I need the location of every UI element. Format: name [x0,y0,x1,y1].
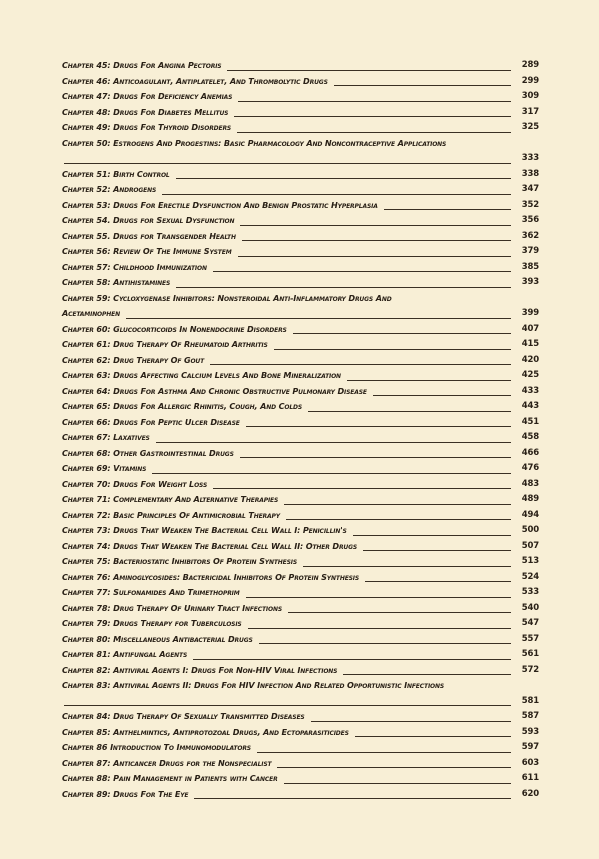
toc-entry-title: Acetaminophen [62,308,120,318]
toc-entry[interactable] [62,136,539,152]
toc-entry[interactable] [62,167,539,183]
toc-entry-title: Chapter 83: Antiviral Agents II: Drugs For HIV Infection And Related Opportunistic Infections [62,680,445,690]
toc-entry[interactable] [62,182,539,198]
toc-entry[interactable] [62,492,539,508]
toc-entry-page: 476 [521,463,539,473]
leader-line [126,318,511,319]
leader-line [240,225,511,226]
toc-entry-title: Chapter 53: Drugs For Erectile Dysfunction And Benign Prostatic Hyperplasia [62,199,378,210]
toc-entry-page: 513 [521,556,539,566]
leader-line [193,659,511,660]
toc-entry-title: Chapter 72: Basic Principles Of Antimicrobial Therapy [62,509,280,520]
leader-line [286,519,511,520]
toc-entry-page: 420 [521,354,539,365]
toc-entry-title: Chapter 74: Drugs That Weaken The Bacterial Cell Wall II: Other Drugs [62,540,358,551]
toc-entry-title: Chapter 59: Cycloxygenase Inhibitors: Nonsteroidal Anti-Inflammatory Drugs And [62,292,392,303]
toc-entry-page: 489 [521,494,539,504]
toc-entry-title: Chapter 67: Laxatives [62,432,150,442]
toc-entry[interactable] [62,539,539,555]
toc-entry[interactable] [62,632,539,648]
leader-line [343,674,511,675]
toc-entry-title: Chapter 87: Anticancer Drugs for the Nonspecialist [62,757,272,768]
toc-entry-title: Chapter 85: Anthelmintics, Antiprotozoal Drugs, And Ectoparasiticides [62,726,349,737]
toc-entry[interactable] [62,430,539,446]
leader-line [194,798,511,799]
toc-entry[interactable] [62,678,539,694]
toc-entry-page: 597 [521,742,539,752]
leader-line [284,504,511,505]
toc-entry-title: Chapter 86 Introduction To Immunomodulators [62,742,251,752]
leader-line [384,209,511,210]
toc-entry[interactable] [62,198,539,214]
toc-entry-title: Chapter 63: Drugs Affecting Calcium Levels And Bone Mineralization [62,370,341,380]
toc-entry[interactable] [62,725,539,741]
toc-entry-title: Chapter 54. Drugs for Sexual Dysfunction [62,215,235,225]
toc-entry-title: Chapter 46: Anticoagulant, Antiplatelet, And Thrombolytic Drugs [62,75,328,86]
toc-entry-title: Chapter 61: Drug Therapy Of Rheumatoid Arthritis [62,339,268,349]
leader-line [373,395,511,396]
toc-entry-page: 425 [521,370,539,380]
toc-entry[interactable] [62,740,539,756]
toc-entry[interactable] [62,477,539,493]
leader-line [238,101,511,102]
toc-entry-title: Chapter 89: Drugs For The Eye [62,788,189,799]
toc-entry-page: 333 [521,153,539,163]
leader-line [355,736,511,737]
leader-line [363,550,511,551]
toc-entry[interactable] [62,120,539,136]
toc-entry-title: Chapter 60: Glucocorticoids In Nonendocrine Disorders [62,323,287,334]
toc-entry-title: Chapter 76: Aminoglycosides: Bactericidal Inhibitors Of Protein Synthesis [62,571,360,582]
toc-entry-title: Chapter 71: Complementary And Alternative Therapies [62,494,279,504]
toc-entry-page: 581 [521,695,539,706]
toc-entry-page: 483 [521,478,539,489]
toc-entry-page: 433 [521,385,539,396]
toc-entry-page: 379 [521,246,539,256]
leader-line [293,333,511,334]
toc-entry-title: Chapter 52: Androgens [62,184,157,194]
toc-entry-page: 507 [521,540,539,551]
leader-line [238,256,511,257]
toc-entry[interactable] [62,244,539,260]
leader-line [210,364,511,365]
toc-entry-title: Chapter 57: Childhood Immunization [62,261,207,272]
leader-line [176,287,511,288]
toc-entry[interactable] [62,601,539,617]
toc-entry-title: Chapter 78: Drug Therapy Of Urinary Tract Infections [62,602,283,613]
toc-entry[interactable] [62,213,539,229]
toc-entry-page: 540 [521,602,539,613]
leader-line [259,643,511,644]
toc-entry[interactable] [62,229,539,245]
toc-entry[interactable] [62,663,539,679]
toc-entry[interactable] [62,446,539,462]
leader-line [248,628,511,629]
leader-line [156,442,511,443]
toc-entry[interactable] [62,554,539,570]
leader-line [213,271,511,272]
toc-entry-title: Chapter 50: Estrogens And Progestins: Basic Pharmacology And Noncontraceptive Applications [62,137,447,148]
toc-entry[interactable] [62,368,539,384]
toc-entry[interactable] [62,74,539,90]
toc-entry-page: 338 [521,168,539,179]
toc-entry-title: Chapter 73: Drugs That Weaken The Bacterial Cell Wall I: Penicillin's [62,525,347,535]
leader-line [176,178,511,179]
toc-entry[interactable] [62,694,539,710]
toc-entry-title: Chapter 70: Drugs For Weight Loss [62,478,208,489]
leader-line [152,473,511,474]
leader-line [308,411,511,412]
leader-line [365,581,511,582]
toc-entry[interactable] [62,291,539,307]
toc-entry[interactable] [62,384,539,400]
toc-entry[interactable] [62,275,539,291]
toc-entry-page: 572 [521,664,539,675]
toc-entry-page: 587 [521,711,539,721]
toc-entry-page: 415 [521,339,539,349]
toc-entry-title: Chapter 82: Antiviral Agents I: Drugs For Non-HIV Viral Infections [62,664,338,675]
toc-entry[interactable] [62,508,539,524]
toc-entry-title: Chapter 79: Drugs Therapy for Tuberculosis [62,618,242,628]
leader-line [246,426,511,427]
leader-line [353,535,511,536]
toc-entry-title: Chapter 66: Drugs For Peptic Ulcer Disease [62,416,240,427]
toc-entry[interactable] [62,89,539,105]
leader-line [242,240,511,241]
toc-entry-page: 494 [521,509,539,520]
leader-line [237,132,511,133]
leader-line [213,488,511,489]
toc-entry-title: Chapter 58: Antihistamines [62,277,171,287]
toc-entry-page: 620 [521,788,539,799]
toc-entry[interactable] [62,151,539,167]
toc-entry-page: 352 [521,199,539,210]
toc-entry-page: 451 [521,416,539,427]
toc-entry[interactable] [62,709,539,725]
toc-entry-page: 593 [521,726,539,737]
toc-entry[interactable] [62,787,539,803]
toc-entry[interactable] [62,353,539,369]
toc-entry-page: 547 [521,618,539,628]
toc-entry[interactable] [62,399,539,415]
toc-entry-page: 557 [521,633,539,644]
toc-entry-title: Chapter 49: Drugs For Thyroid Disorders [62,122,232,132]
toc-entry[interactable] [62,523,539,539]
toc-entry-title: Chapter 47: Drugs For Deficiency Anemias [62,91,233,101]
toc-entry-page: 533 [521,587,539,597]
toc-entry-title: Chapter 75: Bacteriostatic Inhibitors Of Protein Synthesis [62,556,298,566]
toc-entry-page: 317 [521,106,539,117]
leader-line [227,70,511,71]
toc-entry[interactable] [62,322,539,338]
toc-entry-page: 309 [521,91,539,101]
leader-line [257,752,511,753]
leader-line [64,705,511,706]
toc-entry-page: 356 [521,215,539,225]
leader-line [64,163,511,164]
toc-entry-title: Chapter 69: Vitamins [62,463,147,473]
leader-line [311,721,511,722]
toc-entry-page: 385 [521,261,539,272]
toc-entry[interactable] [62,105,539,121]
toc-entry-title: Chapter 77: Sulfonamides And Trimethoprim [62,587,240,597]
toc-entry[interactable] [62,306,539,322]
toc-entry-page: 399 [521,308,539,318]
toc-entry[interactable] [62,337,539,353]
leader-line [277,767,511,768]
toc-entry-title: Chapter 64: Drugs For Asthma And Chronic Obstructive Pulmonary Disease [62,385,367,396]
toc-entry[interactable] [62,415,539,431]
toc-entry-page: 393 [521,277,539,287]
leader-line [240,457,511,458]
toc-entry-page: 500 [521,525,539,535]
leader-line [274,349,511,350]
toc-entry-page: 561 [521,649,539,659]
toc-entry-title: Chapter 48: Drugs For Diabetes Mellitus [62,106,229,117]
toc-entry-page: 347 [521,184,539,194]
leader-line [288,612,511,613]
toc-entry-title: Chapter 88: Pain Management in Patients with Cancer [62,773,278,783]
toc-entry[interactable] [62,616,539,632]
toc-entry-title: Chapter 62: Drug Therapy Of Gout [62,354,205,365]
toc-entry-page: 289 [521,60,539,70]
toc-entry-title: Chapter 56: Review Of The Immune System [62,246,232,256]
toc-entry[interactable] [62,647,539,663]
toc-entry-page: 407 [521,323,539,334]
toc-entry-page: 325 [521,122,539,132]
leader-line [234,116,511,117]
toc-entry-page: 362 [521,230,539,241]
toc-entry-page: 524 [521,571,539,582]
table-of-contents [62,58,539,802]
toc-entry[interactable] [62,570,539,586]
toc-entry-title: Chapter 80: Miscellaneous Antibacterial Drugs [62,633,253,644]
toc-entry[interactable] [62,585,539,601]
toc-entry-page: 458 [521,432,539,442]
leader-line [284,783,511,784]
toc-entry-title: Chapter 51: Birth Control [62,168,170,179]
toc-entry-title: Chapter 55. Drugs for Transgender Health [62,230,236,241]
toc-entry-title: Chapter 84: Drug Therapy Of Sexually Transmitted Diseases [62,711,305,721]
toc-entry-title: Chapter 81: Antifungal Agents [62,649,188,659]
toc-entry[interactable] [62,461,539,477]
toc-entry-title: Chapter 68: Other Gastrointestinal Drugs [62,447,234,458]
toc-entry-title: Chapter 45: Drugs For Angina Pectoris [62,60,222,70]
leader-line [347,380,511,381]
leader-line [246,597,511,598]
toc-entry-page: 299 [521,75,539,86]
leader-line [334,85,511,86]
toc-entry-page: 603 [521,757,539,768]
leader-line [162,194,511,195]
toc-entry-page: 443 [521,401,539,411]
toc-entry[interactable] [62,260,539,276]
toc-entry[interactable] [62,756,539,772]
toc-entry-page: 611 [521,773,539,783]
toc-entry[interactable] [62,58,539,74]
toc-entry[interactable] [62,771,539,787]
leader-line [303,566,511,567]
toc-entry-page: 466 [521,447,539,458]
toc-entry-title: Chapter 65: Drugs For Allergic Rhinitis, Cough, And Colds [62,401,303,411]
